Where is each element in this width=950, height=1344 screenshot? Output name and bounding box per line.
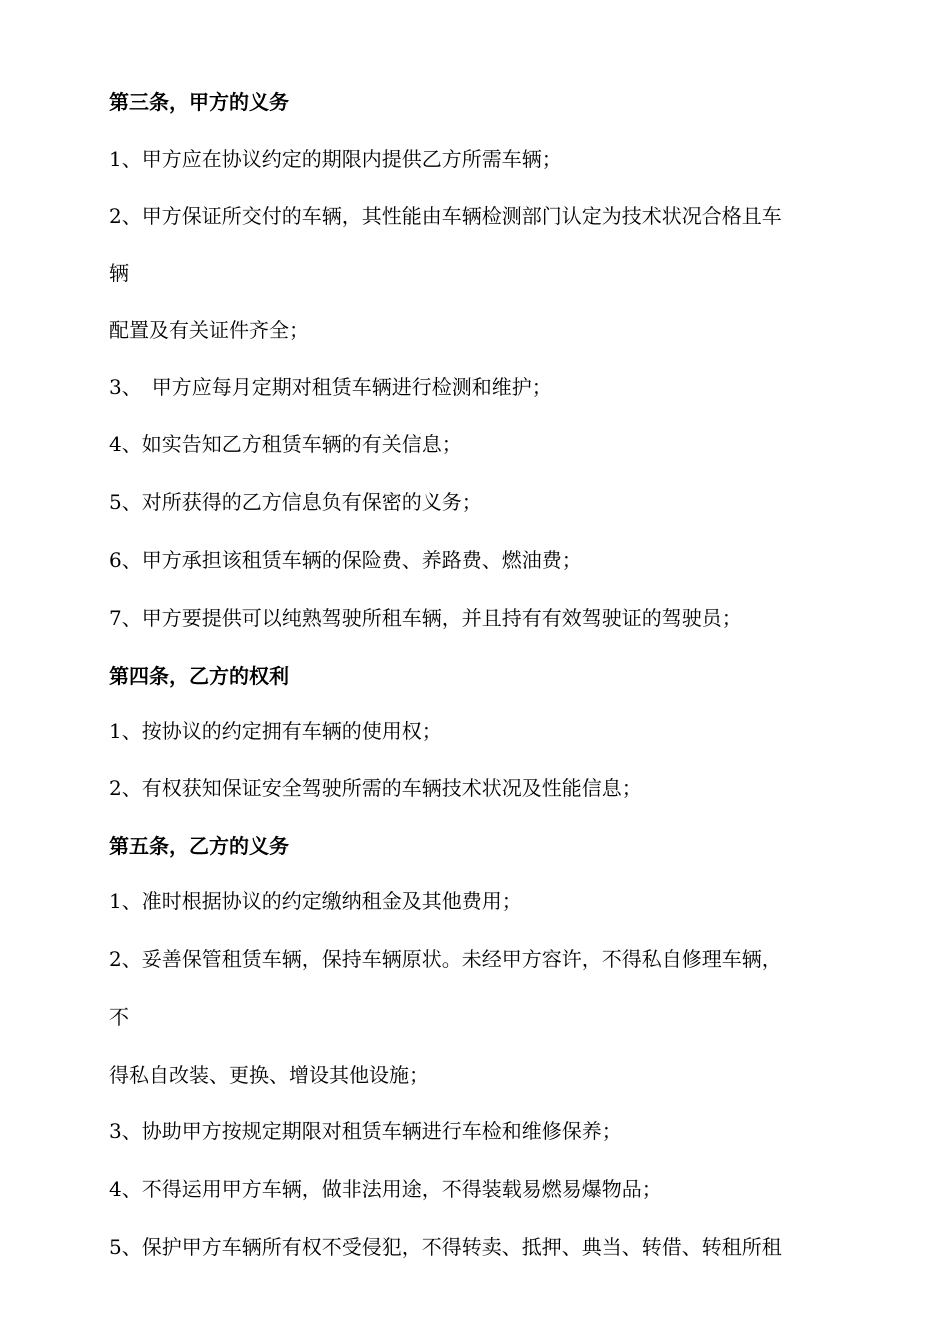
section3-item-7: 7、甲方要提供可以纯熟驾驶所租车辆，并且持有有效驾驶证的驾驶员； xyxy=(109,606,742,630)
section3-item-6: 6、甲方承担该租赁车辆的保险费、养路费、燃油费； xyxy=(109,548,582,572)
section5-heading: 第五条，乙方的义务 xyxy=(109,834,289,858)
section4-item-1: 1、按协议的约定拥有车辆的使用权； xyxy=(109,719,442,743)
section3-item-2-continued: 辆 xyxy=(109,261,129,285)
section5-item-2-continued: 不 xyxy=(109,1005,129,1029)
section4-heading: 第四条，乙方的权利 xyxy=(109,664,289,688)
section5-item-1: 1、准时根据协议的约定缴纳租金及其他费用； xyxy=(109,889,522,913)
section5-item-2-continued-2: 得私自改装、更换、增设其他设施； xyxy=(109,1063,429,1087)
section5-item-2: 2、妥善保管租赁车辆，保持车辆原状。未经甲方容许，不得私自修理车辆， xyxy=(109,947,782,971)
section3-item-2-continued-2: 配置及有关证件齐全； xyxy=(109,318,309,342)
section5-item-5: 5、保护甲方车辆所有权不受侵犯，不得转卖、抵押、典当、转借、转租所租 xyxy=(109,1235,782,1259)
section3-heading: 第三条，甲方的义务 xyxy=(109,90,289,114)
section3-item-5: 5、对所获得的乙方信息负有保密的义务； xyxy=(109,490,482,514)
section3-item-2: 2、甲方保证所交付的车辆，其性能由车辆检测部门认定为技术状况合格且车 xyxy=(109,204,782,228)
section3-item-1: 1、甲方应在协议约定的期限内提供乙方所需车辆； xyxy=(109,147,562,171)
section5-item-4: 4、不得运用甲方车辆，做非法用途，不得装载易燃易爆物品； xyxy=(109,1177,662,1201)
section3-item-3: 3、 甲方应每月定期对租赁车辆进行检测和维护； xyxy=(109,375,552,399)
section3-item-4: 4、如实告知乙方租赁车辆的有关信息； xyxy=(109,432,462,456)
section5-item-3: 3、协助甲方按规定期限对租赁车辆进行车检和维修保养； xyxy=(109,1119,622,1143)
section4-item-2: 2、有权获知保证安全驾驶所需的车辆技术状况及性能信息； xyxy=(109,776,642,800)
